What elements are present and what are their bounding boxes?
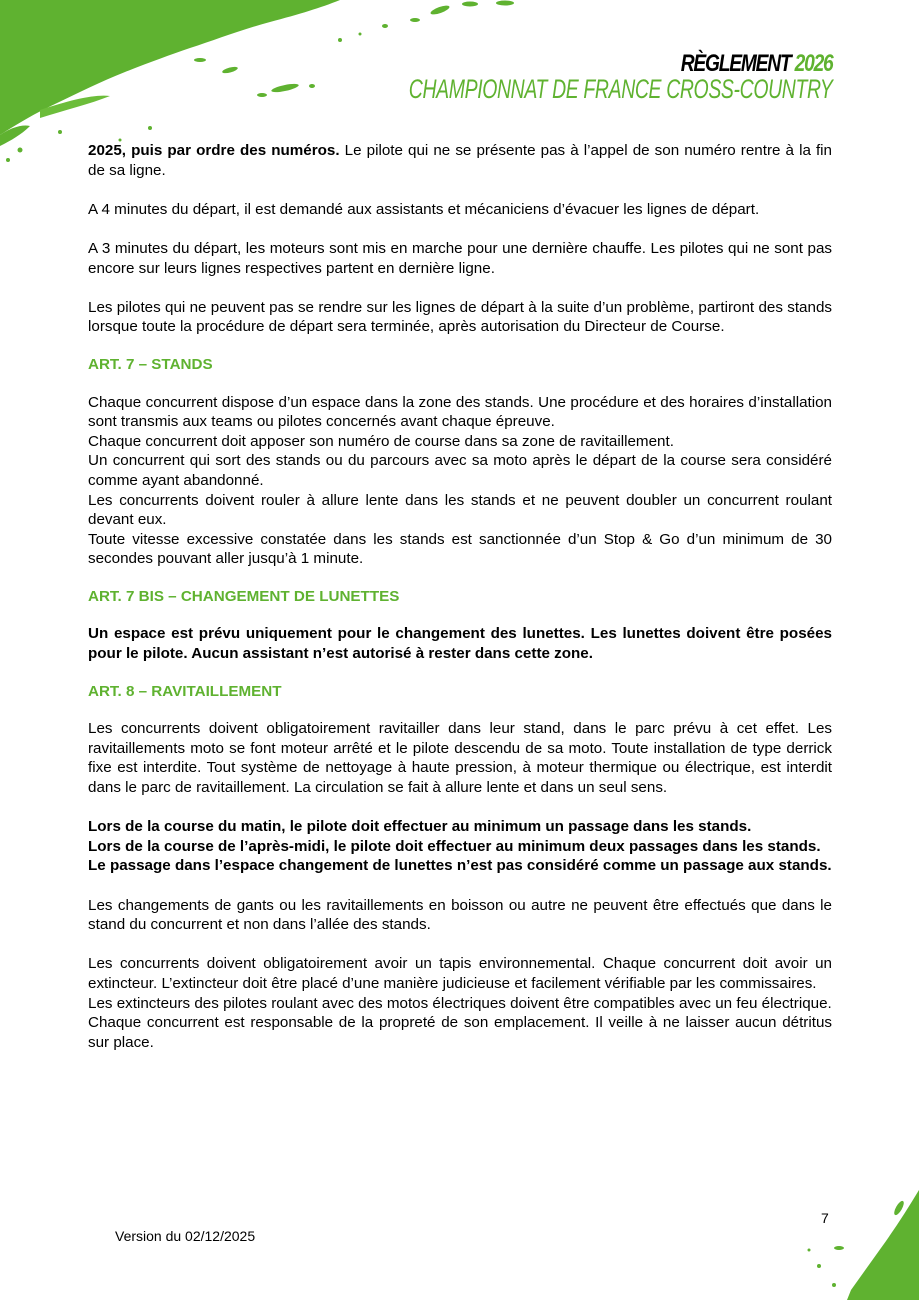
art8-extinguisher-line: Les extincteurs des pilotes roulant avec des motos électriques doivent être compatibles avec un feu électrique. bbox=[88, 994, 832, 1012]
paragraph-rest: Le pilote qui ne se présente pas à l’appel de son numéro rentre à la fin de sa ligne. bbox=[88, 142, 833, 179]
document-body bbox=[88, 141, 832, 1052]
art7-line: Chaque concurrent doit apposer son numéro de course dans sa zone de ravitaillement. bbox=[88, 432, 674, 450]
paragraph-start-from-stands: Les pilotes qui ne peuvent pas se rendre sur les lignes de départ à la suite d’un problème, partiront des stands lorsque toute la procédure de départ sera terminée, après autorisation du Directeur de Course. bbox=[88, 298, 832, 336]
paragraph-3-minutes: A 3 minutes du départ, les moteurs sont mis en marche pour une dernière chauffe. Les pilotes qui ne sont pas encore sur leurs lignes respectives partent en dernière ligne. bbox=[88, 239, 832, 277]
document-header bbox=[244, 52, 833, 102]
green-splash-bottom-right bbox=[779, 1190, 919, 1300]
header-title-word: RÈGLEMENT bbox=[681, 50, 791, 77]
heading-art7bis: ART. 7 BIS – CHANGEMENT DE LUNETTES bbox=[88, 587, 400, 605]
art8-bold-line: Le passage dans l’espace changement de lunettes n’est pas considéré comme un passage aux stands. bbox=[88, 857, 832, 875]
footer-version: Version du 02/12/2025 bbox=[115, 1228, 256, 1244]
art7-line: Chaque concurrent dispose d’un espace dans la zone des stands. Une procédure et des horaires d’installation sont transmis aux teams ou pilotes concernés avant chaque épreuve. bbox=[88, 393, 832, 431]
paragraph-4-minutes: A 4 minutes du départ, il est demandé aux assistants et mécaniciens d’évacuer les lignes de départ. bbox=[88, 200, 760, 218]
art7-line: Les concurrents doivent rouler à allure lente dans les stands et ne peuvent doubler un concurrent roulant devant eux. bbox=[88, 491, 832, 529]
art8-extinguisher-line: Chaque concurrent est responsable de la propreté de son emplacement. Il veille à ne laisser aucun détritus sur place. bbox=[88, 1014, 832, 1051]
art8-paragraph-gloves: Les changements de gants ou les ravitaillements en boisson ou autre ne peuvent être effectués que dans le stand du concurrent et non dans l’allée des stands. bbox=[88, 896, 832, 934]
art7bis-text: Un espace est prévu uniquement pour le changement des lunettes. Les lunettes doivent être posées pour le pilote. Aucun assistant n’est autorisé à rester dans cette zone. bbox=[88, 625, 832, 663]
art8-extinguisher-line: Les concurrents doivent obligatoirement avoir un tapis environnemental. Chaque concurrent doit avoir un extincteur. L’extincteur doit être placé d’une manière judicieuse et facilement vérifiable par les commissaires. bbox=[88, 955, 832, 992]
art8-bold-line: Lors de la course de l’après-midi, le pilote doit effectuer au minimum deux passages dans les stands. bbox=[88, 837, 821, 855]
header-title bbox=[362, 52, 833, 76]
paragraph-line-order bbox=[88, 141, 832, 180]
art7-line: Toute vitesse excessive constatée dans les stands est sanctionnée d’un Stop & Go d’un minimum de 30 secondes pouvant aller jusqu’à 1 minute. bbox=[88, 530, 832, 568]
header-subtitle: CHAMPIONNAT DE FRANCE CROSS-COUNTRY bbox=[409, 74, 833, 104]
art7-line: Un concurrent qui sort des stands ou du parcours avec sa moto après le départ de la course sera considéré comme ayant abandonné. bbox=[88, 452, 832, 489]
paragraph-bold-lead: 2025, puis par ordre des numéros. bbox=[88, 142, 340, 159]
header-title-year: 2026 bbox=[795, 50, 833, 77]
page-number: 7 bbox=[821, 1210, 829, 1226]
art8-bold-line: Lors de la course du matin, le pilote doit effectuer au minimum un passage dans les stands. bbox=[88, 818, 752, 836]
heading-art7: ART. 7 – STANDS bbox=[88, 355, 213, 373]
heading-art8: ART. 8 – RAVITAILLEMENT bbox=[88, 682, 282, 700]
art8-paragraph-refuel: Les concurrents doivent obligatoirement ravitailler dans leur stand, dans le parc prévu à cet effet. Les ravitaillements moto se font moteur arrêté et le pilote descendu de sa moto. Toute installation de type derrick fixe est interdite. Tout système de nettoyage à haute pression, à moteur thermique ou électrique, est interdit dans le parc de ravitaillement. La circulation se fait à allure lente et dans un seul sens. bbox=[88, 720, 832, 797]
